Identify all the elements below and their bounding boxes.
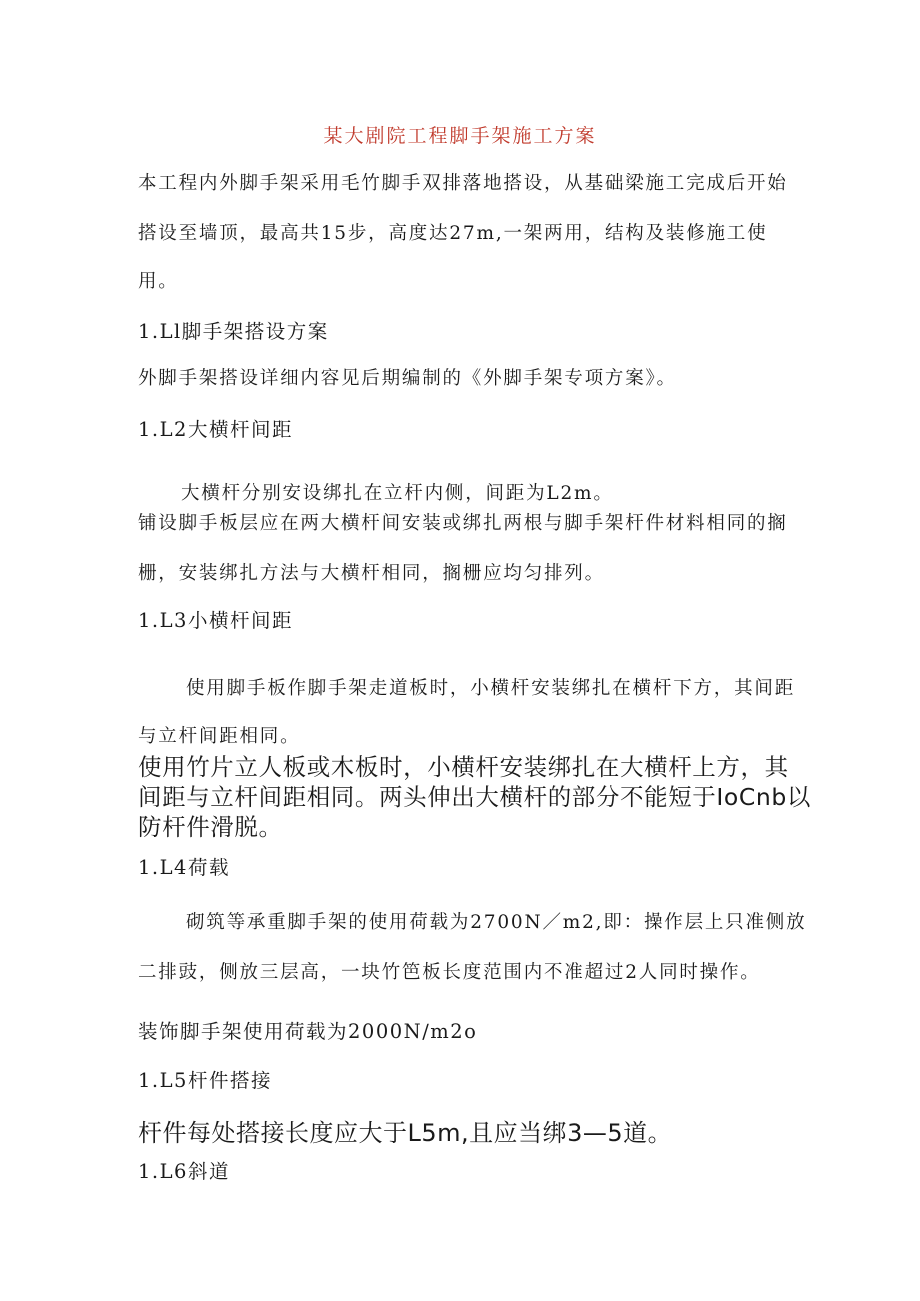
paragraph-line: 杆件每处搭接长度应大于L5m,且应当绑3—5道。 <box>138 1119 673 1147</box>
section-heading: 1.L4荷载 <box>138 856 230 879</box>
paragraph-line: 二排豉，侧放三层高，一块竹笆板长度范围内不准超过2人同时操作。 <box>138 962 761 983</box>
paragraph-line: 使用脚手板作脚手架走道板时，小横杆安装绑扎在横杆下方，其间距 <box>186 678 796 699</box>
paragraph-line: 砌筑等承重脚手架的使用荷载为2700N／m2,即：操作层上只准侧放 <box>186 912 807 933</box>
paragraph-line: 本工程内外脚手架采用毛竹脚手双排落地搭设，从基础梁施工完成后开始 <box>138 173 788 194</box>
paragraph-line: 防杆件滑脱。 <box>138 813 283 841</box>
section-heading: 1.L2大横杆间距 <box>138 418 293 441</box>
paragraph-line: 间距与立杆间距相同。两头伸出大横杆的部分不能短于IoCnb以 <box>138 783 812 811</box>
paragraph-line: 使用竹片立人板或木板时，小横杆安装绑扎在大横杆上方，其 <box>138 753 789 781</box>
paragraph-line: 用。 <box>138 271 179 292</box>
paragraph-line: 栅，安装绑扎方法与大横杆相同，搁栅应均匀排列。 <box>138 563 605 584</box>
paragraph-line: 搭设至墙顶，最高共15步，高度达27m,一架两用，结构及装修施工使 <box>138 223 768 244</box>
paragraph-line: 大横杆分别安设绑扎在立杆内侧，间距为L2m。 <box>181 483 614 504</box>
section-heading: 1.L5杆件搭接 <box>138 1069 272 1092</box>
section-heading: 1.Ll脚手架搭设方案 <box>138 320 329 343</box>
document-title: 某大剧院工程脚手架施工方案 <box>323 125 597 147</box>
section-heading: 1.L6斜道 <box>138 1160 230 1183</box>
paragraph-line: 装饰脚手架使用荷载为2000N∕m2o <box>138 1020 478 1043</box>
paragraph-line: 外脚手架搭设详细内容见后期编制的《外脚手架专项方案》。 <box>138 368 677 389</box>
paragraph-line: 与立杆间距相同。 <box>138 726 301 747</box>
paragraph-line: 铺设脚手板层应在两大横杆间安装或绑扎两根与脚手架杆件材料相同的搁 <box>138 513 788 534</box>
section-heading: 1.L3小横杆间距 <box>138 609 293 632</box>
